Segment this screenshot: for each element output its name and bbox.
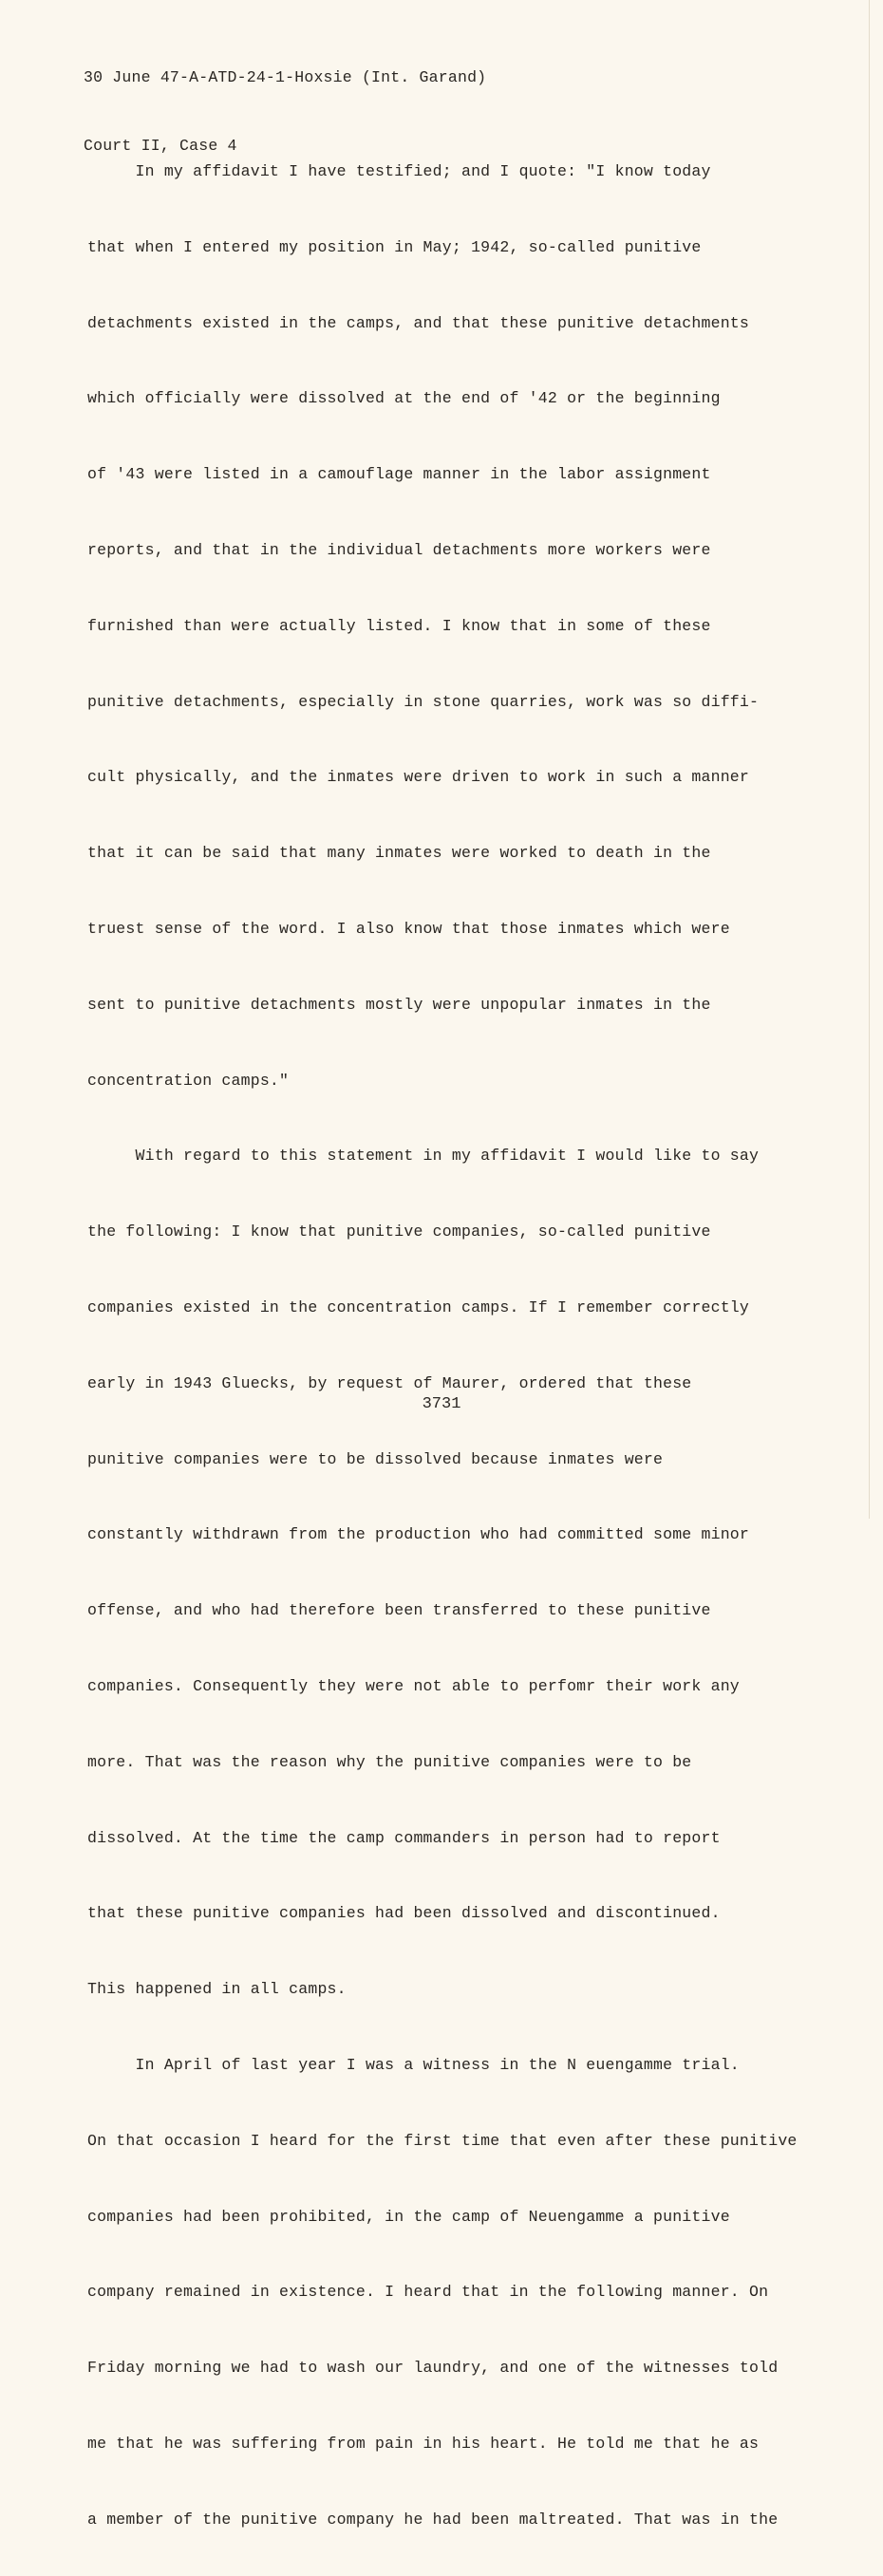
text-line: reports, and that in the individual detachments more workers were: [87, 540, 711, 559]
text-line: that it can be said that many inmates were worked to death in the: [87, 844, 711, 863]
text-line: sent to punitive detachments mostly were unpopular inmates in the: [87, 995, 711, 1014]
text-line: This happened in all camps.: [87, 1980, 347, 1999]
header-line-2: Court II, Case 4: [84, 137, 237, 155]
text-line: dissolved. At the time the camp commanders in person had to report: [87, 1828, 721, 1847]
text-line: In my affidavit I have testified; and I quote: "I know today: [87, 162, 711, 180]
page-edge: [869, 0, 870, 1519]
text-line: which officially were dissolved at the end of '42 or the beginning: [87, 389, 721, 408]
text-line: a member of the punitive company he had been maltreated. That was in the: [87, 2510, 779, 2529]
text-line: that these punitive companies had been dissolved and discontinued.: [87, 1904, 721, 1923]
text-line: of '43 were listed in a camouflage manner in the labor assignment: [87, 465, 711, 484]
testimony-body: [87, 116, 798, 2576]
text-line: companies had been prohibited, in the camp of Neuengamme a punitive: [87, 2207, 730, 2226]
text-line: punitive detachments, especially in stone quarries, work was so diffi-: [87, 692, 760, 711]
text-line: truest sense of the word. I also know that those inmates which were: [87, 919, 730, 938]
text-line: the following: I know that punitive companies, so-called punitive: [87, 1223, 711, 1241]
text-line: offense, and who had therefore been transferred to these punitive: [87, 1601, 711, 1620]
text-line: early in 1943 Gluecks, by request of Maurer, ordered that these: [87, 1373, 692, 1392]
text-line: that when I entered my position in May; 1942, so-called punitive: [87, 237, 702, 256]
text-line: companies existed in the concentration camps. If I remember correctly: [87, 1297, 750, 1316]
text-line: punitive companies were to be dissolved because inmates were: [87, 1449, 664, 1468]
page-number: 3731: [422, 1395, 461, 1413]
text-line: more. That was the reason why the punitive companies were to be: [87, 1752, 692, 1771]
text-line: cult physically, and the inmates were driven to work in such a manner: [87, 768, 750, 787]
text-line: furnished than were actually listed. I know that in some of these: [87, 616, 711, 635]
text-line: In April of last year I was a witness in the N euengamme trial.: [87, 2055, 740, 2074]
text-line: concentration camps.": [87, 1071, 290, 1090]
text-line: me that he was suffering from pain in his heart. He told me that he as: [87, 2434, 760, 2453]
text-line: detachments existed in the camps, and that these punitive detachments: [87, 313, 750, 332]
text-line: With regard to this statement in my affidavit I would like to say: [87, 1147, 760, 1166]
text-line: constantly withdrawn from the production who had committed some minor: [87, 1525, 750, 1544]
header-line-1: 30 June 47-A-ATD-24-1-Hoxsie (Int. Garand): [84, 68, 487, 86]
text-line: companies. Consequently they were not able to perfomr their work any: [87, 1676, 740, 1695]
text-line: Friday morning we had to wash our laundry, and one of the witnesses told: [87, 2359, 779, 2378]
text-line: On that occasion I heard for the first time that even after these punitive: [87, 2131, 798, 2150]
text-line: company remained in existence. I heard that in the following manner. On: [87, 2283, 769, 2302]
